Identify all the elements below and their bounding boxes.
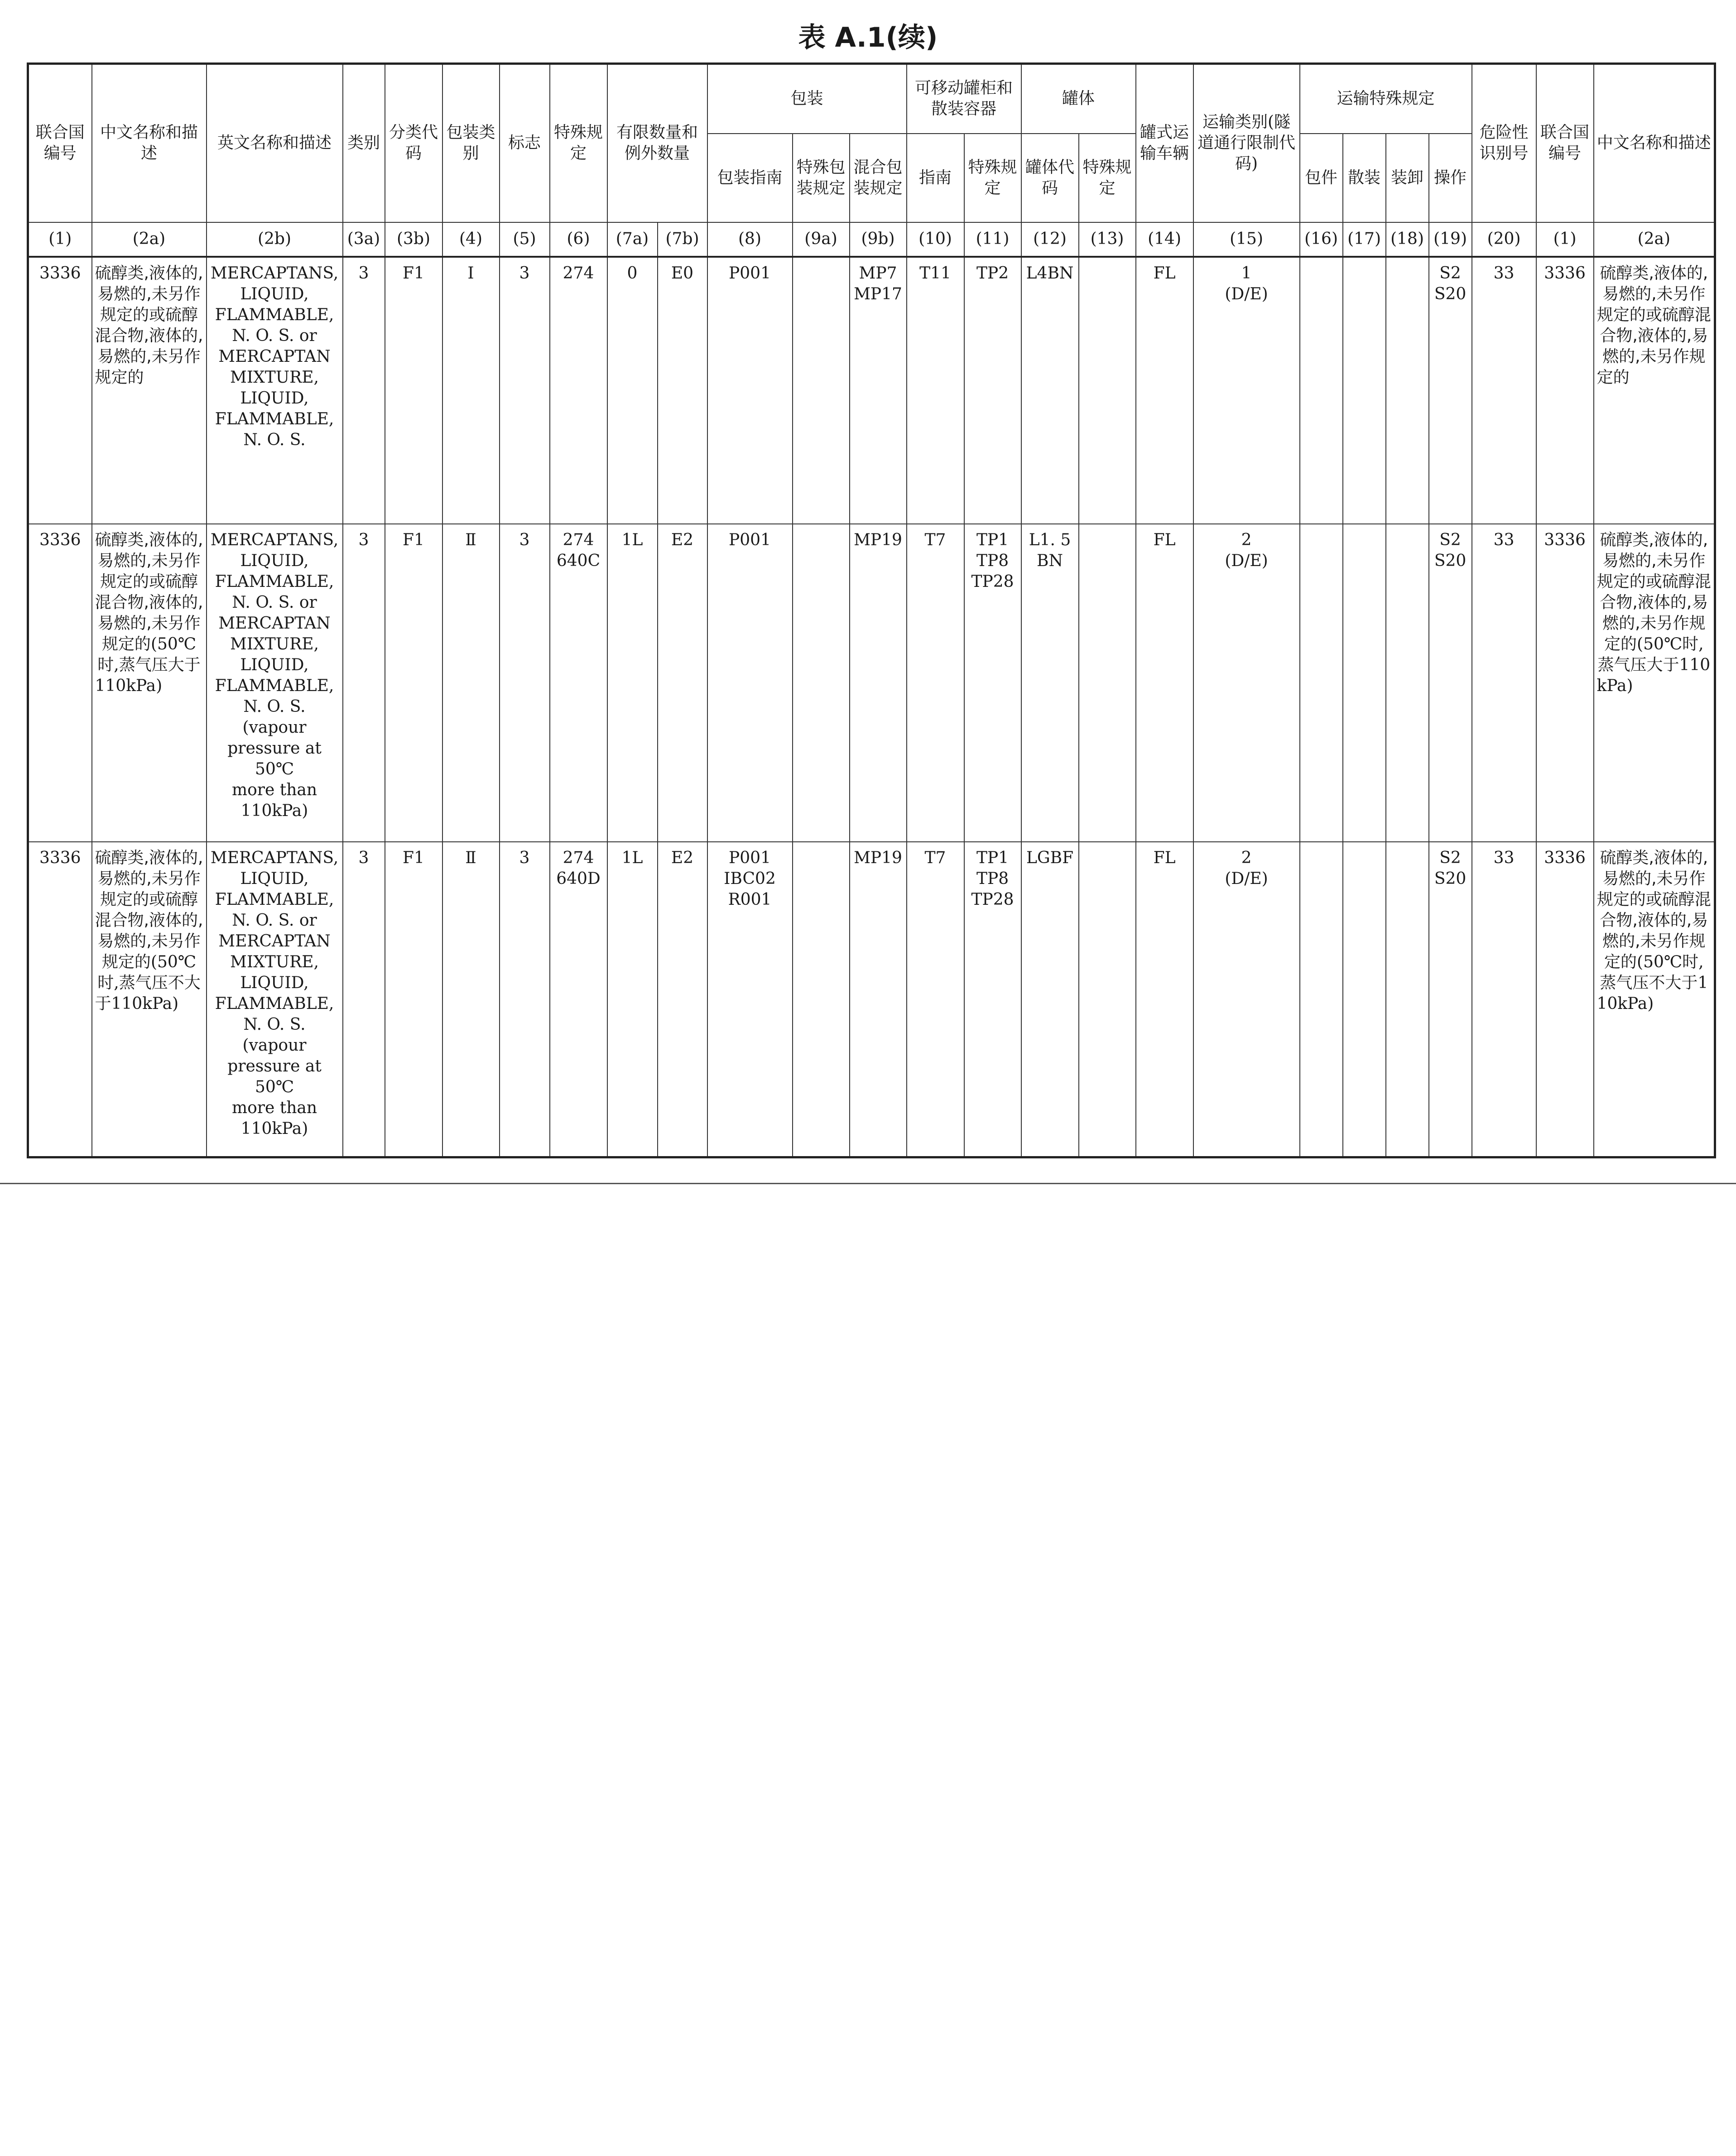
header-bulk: 散装	[1343, 134, 1386, 222]
packing-instructions-cell	[707, 524, 793, 842]
column-number: (9a)	[793, 222, 850, 257]
cell-line: more than 110kPa)	[231, 780, 317, 820]
column-number-row	[28, 222, 1715, 257]
cell-line: MERCAPTAN	[218, 932, 331, 951]
header-pt-instructions: 指南	[907, 134, 964, 222]
cell-line: TP2	[976, 264, 1009, 283]
operation-cell	[1429, 842, 1472, 1157]
column-number: (14)	[1136, 222, 1193, 257]
header-transport-special-provisions: 运输特殊规定	[1300, 64, 1472, 134]
column-number: (12)	[1021, 222, 1079, 257]
cell-line: LGBF	[1026, 848, 1074, 867]
cell-line: TP8	[976, 869, 1009, 888]
column-number: (7a)	[607, 222, 658, 257]
cell-line: (D/E)	[1225, 869, 1268, 888]
bulk-cell	[1343, 842, 1386, 1157]
header-transport-category: 运输类别(隧道通行限制代码)	[1193, 64, 1300, 222]
header-loading: 装卸	[1386, 134, 1429, 222]
header-pt-special: 特殊规定	[964, 134, 1021, 222]
packing-instructions-cell	[707, 257, 793, 524]
portable-tank-instruction-cell: T7	[907, 842, 964, 1157]
transport-category-cell	[1193, 257, 1300, 524]
header-tank-special: 特殊规定	[1079, 134, 1136, 222]
tank-vehicle-cell: FL	[1136, 842, 1193, 1157]
column-number: (13)	[1079, 222, 1136, 257]
cell-line: MIXTURE,	[230, 634, 319, 653]
cell-line: N. O. S. (vapour	[242, 1015, 307, 1055]
column-number: (18)	[1386, 222, 1429, 257]
special-packing-cell	[793, 842, 850, 1157]
header-class-code: 分类代码	[385, 64, 442, 222]
english-name-cell	[207, 257, 343, 524]
loading-cell	[1386, 524, 1429, 842]
mixed-packing-cell	[850, 842, 907, 1157]
special-provisions-cell	[550, 524, 607, 842]
cell-line: 640D	[556, 869, 601, 888]
cell-line: TP1	[976, 848, 1009, 867]
cell-line: P001	[729, 264, 771, 283]
column-number: (10)	[907, 222, 964, 257]
class-code-cell: F1	[385, 257, 442, 524]
cell-line: 2	[1241, 848, 1252, 867]
cell-line: FLAMMABLE,	[215, 572, 334, 591]
dangerous-goods-table	[27, 62, 1716, 1158]
header-special-provisions: 特殊规定	[550, 64, 607, 222]
cell-line: MP17	[854, 284, 902, 303]
excepted-quantity-cell: E2	[658, 842, 707, 1157]
labels-cell: 3	[500, 257, 550, 524]
cell-line: BN	[1037, 551, 1063, 570]
hazard-id-cell: 33	[1472, 257, 1536, 524]
cell-line: MIXTURE,	[230, 368, 319, 387]
cell-line: FLAMMABLE,	[215, 994, 334, 1013]
column-number: (2a)	[92, 222, 207, 257]
un-number-cell: 3336	[28, 257, 92, 524]
cell-line: TP1	[976, 530, 1009, 549]
operation-cell	[1429, 524, 1472, 842]
chinese-name-text: 硫醇类,液体的,易燃的,未另作规定的或硫醇混合物,液体的,易燃的,未另作规定的	[1597, 530, 1711, 653]
header-packing-group: 包装类别	[442, 64, 500, 222]
header-packages: 包件	[1300, 134, 1343, 222]
cell-line: (D/E)	[1225, 551, 1268, 570]
cell-line: S20	[1434, 869, 1467, 888]
header-mixed-packing: 混合包装规定	[850, 134, 907, 222]
chinese-name-repeat-cell	[1594, 842, 1715, 1157]
cell-line: LIQUID,	[240, 389, 309, 408]
cell-line: L1. 5	[1029, 530, 1071, 549]
cell-line: MIXTURE,	[230, 952, 319, 971]
cell-line: FLAMMABLE,	[215, 409, 334, 428]
page-divider	[0, 1183, 1736, 1184]
special-packing-cell	[793, 524, 850, 842]
tank-special-cell	[1079, 842, 1136, 1157]
column-number: (17)	[1343, 222, 1386, 257]
tank-vehicle-cell: FL	[1136, 524, 1193, 842]
cell-line: P001	[729, 848, 771, 867]
tank-code-cell	[1021, 524, 1079, 842]
class-code-cell: F1	[385, 842, 442, 1157]
cell-line: MP7	[859, 264, 897, 283]
column-number: (3a)	[343, 222, 385, 257]
header-portable-tanks: 可移动罐柜和散装容器	[907, 64, 1021, 134]
cell-line: 274	[563, 264, 594, 283]
chinese-name-text: 硫醇类,液体的,易燃的,未另作规定的或硫醇混合物,液体的,易燃的,未另作规定的	[95, 530, 203, 653]
chinese-name-cell	[92, 257, 207, 524]
column-number: (20)	[1472, 222, 1536, 257]
portable-tank-instruction-cell: T11	[907, 257, 964, 524]
chinese-name-note: (50℃时,蒸气压大于110kPa)	[95, 634, 201, 695]
cell-line: N. O. S. or	[232, 593, 317, 612]
hazard-id-cell: 33	[1472, 842, 1536, 1157]
cell-line: LIQUID,	[240, 551, 309, 570]
cell-line: S2	[1439, 264, 1461, 283]
un-number-repeat-cell: 3336	[1536, 524, 1594, 842]
cell-line: TP28	[971, 572, 1014, 591]
cell-line: MERCAPTAN	[218, 347, 331, 366]
cell-line: MP19	[854, 530, 902, 549]
cell-line: S20	[1434, 284, 1467, 303]
english-name-cell	[207, 842, 343, 1157]
packages-cell	[1300, 842, 1343, 1157]
header-hazard-id: 危险性识别号	[1472, 64, 1536, 222]
header-class: 类别	[343, 64, 385, 222]
special-provisions-cell	[550, 842, 607, 1157]
chinese-name-note: (50℃时,蒸气压不大于110kPa)	[1597, 952, 1708, 1013]
excepted-quantity-cell: E2	[658, 524, 707, 842]
limited-quantity-cell: 1L	[607, 524, 658, 842]
cell-line: LIQUID,	[240, 655, 309, 674]
chinese-name-text: 硫醇类,液体的,易燃的,未另作规定的或硫醇混合物,液体的,易燃的,未另作规定的	[95, 264, 203, 387]
header-un-number: 联合国编号	[28, 64, 92, 222]
cell-line: 640C	[556, 551, 601, 570]
column-number: (15)	[1193, 222, 1300, 257]
header-labels: 标志	[500, 64, 550, 222]
table-row	[28, 257, 1715, 524]
header-special-packing: 特殊包装规定	[793, 134, 850, 222]
column-number: (7b)	[658, 222, 707, 257]
header-english-name: 英文名称和描述	[207, 64, 343, 222]
column-number: (1)	[1536, 222, 1594, 257]
column-number: (2b)	[207, 222, 343, 257]
tank-special-cell	[1079, 257, 1136, 524]
cell-line: N. O. S.	[243, 430, 306, 449]
packing-group-cell: Ⅰ	[442, 257, 500, 524]
cell-line: 2	[1241, 530, 1252, 549]
column-number: (6)	[550, 222, 607, 257]
class-cell: 3	[343, 842, 385, 1157]
table-row	[28, 524, 1715, 842]
cell-line: TP8	[976, 551, 1009, 570]
cell-line: LIQUID,	[240, 869, 309, 888]
cell-line: S2	[1439, 530, 1461, 549]
tank-code-cell	[1021, 257, 1079, 524]
tank-code-cell	[1021, 842, 1079, 1157]
chinese-name-text: 硫醇类,液体的,易燃的,未另作规定的或硫醇混合物,液体的,易燃的,未另作规定的	[1597, 848, 1711, 971]
cell-line: more than 110kPa)	[231, 1098, 317, 1138]
column-number: (19)	[1429, 222, 1472, 257]
loading-cell	[1386, 842, 1429, 1157]
packages-cell	[1300, 524, 1343, 842]
labels-cell: 3	[500, 524, 550, 842]
special-provisions-cell	[550, 257, 607, 524]
chinese-name-cell	[92, 842, 207, 1157]
loading-cell	[1386, 257, 1429, 524]
header-tank-vehicle: 罐式运输车辆	[1136, 64, 1193, 222]
chinese-name-text: 硫醇类,液体的,易燃的,未另作规定的或硫醇混合物,液体的,易燃的,未另作规定的	[1597, 264, 1711, 387]
packages-cell	[1300, 257, 1343, 524]
cell-line: MERCAPTANS,	[210, 530, 339, 549]
cell-line: MP19	[854, 848, 902, 867]
cell-line: FLAMMABLE,	[215, 890, 334, 909]
column-number: (1)	[28, 222, 92, 257]
cell-line: 1	[1241, 264, 1252, 283]
limited-quantity-cell: 0	[607, 257, 658, 524]
chinese-name-note: (50℃时,蒸气压不大于110kPa)	[95, 952, 201, 1013]
chinese-name-repeat-cell	[1594, 524, 1715, 842]
un-number-repeat-cell: 3336	[1536, 257, 1594, 524]
cell-line: MERCAPTANS,	[210, 848, 339, 867]
cell-line: TP28	[971, 890, 1014, 909]
column-number: (8)	[707, 222, 793, 257]
header-packaging: 包装	[707, 64, 907, 134]
cell-line: S2	[1439, 848, 1461, 867]
hazard-id-cell: 33	[1472, 524, 1536, 842]
cell-line: 274	[563, 530, 594, 549]
cell-line: N. O. S. (vapour	[242, 697, 307, 737]
chinese-name-cell	[92, 524, 207, 842]
limited-quantity-cell: 1L	[607, 842, 658, 1157]
cell-line: MERCAPTAN	[218, 614, 331, 633]
excepted-quantity-cell: E0	[658, 257, 707, 524]
cell-line: N. O. S. or	[232, 326, 317, 345]
class-code-cell: F1	[385, 524, 442, 842]
column-number: (5)	[500, 222, 550, 257]
cell-line: L4BN	[1026, 264, 1074, 283]
cell-line: LIQUID,	[240, 284, 309, 303]
packing-group-cell: Ⅱ	[442, 842, 500, 1157]
column-number: (3b)	[385, 222, 442, 257]
bulk-cell	[1343, 524, 1386, 842]
chinese-name-text: 硫醇类,液体的,易燃的,未另作规定的或硫醇混合物,液体的,易燃的,未另作规定的	[95, 848, 203, 971]
cell-line: MERCAPTANS,	[210, 264, 339, 283]
chinese-name-note: (50℃时,蒸气压大于110kPa)	[1597, 634, 1711, 695]
header-limited-excepted-quantities: 有限数量和例外数量	[607, 64, 707, 222]
un-number-repeat-cell: 3336	[1536, 842, 1594, 1157]
mixed-packing-cell	[850, 257, 907, 524]
bulk-cell	[1343, 257, 1386, 524]
column-number: (11)	[964, 222, 1021, 257]
column-number: (16)	[1300, 222, 1343, 257]
column-number: (9b)	[850, 222, 907, 257]
header-operation: 操作	[1429, 134, 1472, 222]
packing-instructions-cell	[707, 842, 793, 1157]
cell-line: N. O. S. or	[232, 911, 317, 930]
un-number-cell: 3336	[28, 842, 92, 1157]
header-un-number-repeat: 联合国编号	[1536, 64, 1594, 222]
english-name-cell	[207, 524, 343, 842]
cell-line: 274	[563, 848, 594, 867]
cell-line: R001	[728, 890, 772, 909]
cell-line: FLAMMABLE,	[215, 676, 334, 695]
column-number: (4)	[442, 222, 500, 257]
portable-tank-special-cell	[964, 524, 1021, 842]
portable-tank-special-cell	[964, 257, 1021, 524]
header-chinese-name: 中文名称和描述	[92, 64, 207, 222]
cell-line: FLAMMABLE,	[215, 305, 334, 324]
header-packing-instructions: 包装指南	[707, 134, 793, 222]
cell-line: IBC02	[724, 869, 776, 888]
cell-line: pressure at 50℃	[227, 739, 322, 778]
header-tank-code: 罐体代码	[1021, 134, 1079, 222]
un-number-cell: 3336	[28, 524, 92, 842]
cell-line: pressure at 50℃	[227, 1056, 322, 1096]
portable-tank-instruction-cell: T7	[907, 524, 964, 842]
tank-special-cell	[1079, 524, 1136, 842]
tank-vehicle-cell: FL	[1136, 257, 1193, 524]
cell-line: LIQUID,	[240, 973, 309, 992]
cell-line: P001	[729, 530, 771, 549]
class-cell: 3	[343, 524, 385, 842]
column-number: (2a)	[1594, 222, 1715, 257]
operation-cell	[1429, 257, 1472, 524]
labels-cell: 3	[500, 842, 550, 1157]
transport-category-cell	[1193, 842, 1300, 1157]
cell-line: (D/E)	[1225, 284, 1268, 303]
header-tanks: 罐体	[1021, 64, 1136, 134]
mixed-packing-cell	[850, 524, 907, 842]
chinese-name-repeat-cell	[1594, 257, 1715, 524]
header-chinese-name-repeat: 中文名称和描述	[1594, 64, 1715, 222]
table-row	[28, 842, 1715, 1157]
table-title: 表 A.1(续)	[798, 22, 938, 53]
packing-group-cell: Ⅱ	[442, 524, 500, 842]
portable-tank-special-cell	[964, 842, 1021, 1157]
transport-category-cell	[1193, 524, 1300, 842]
class-cell: 3	[343, 257, 385, 524]
cell-line: S20	[1434, 551, 1467, 570]
special-packing-cell	[793, 257, 850, 524]
